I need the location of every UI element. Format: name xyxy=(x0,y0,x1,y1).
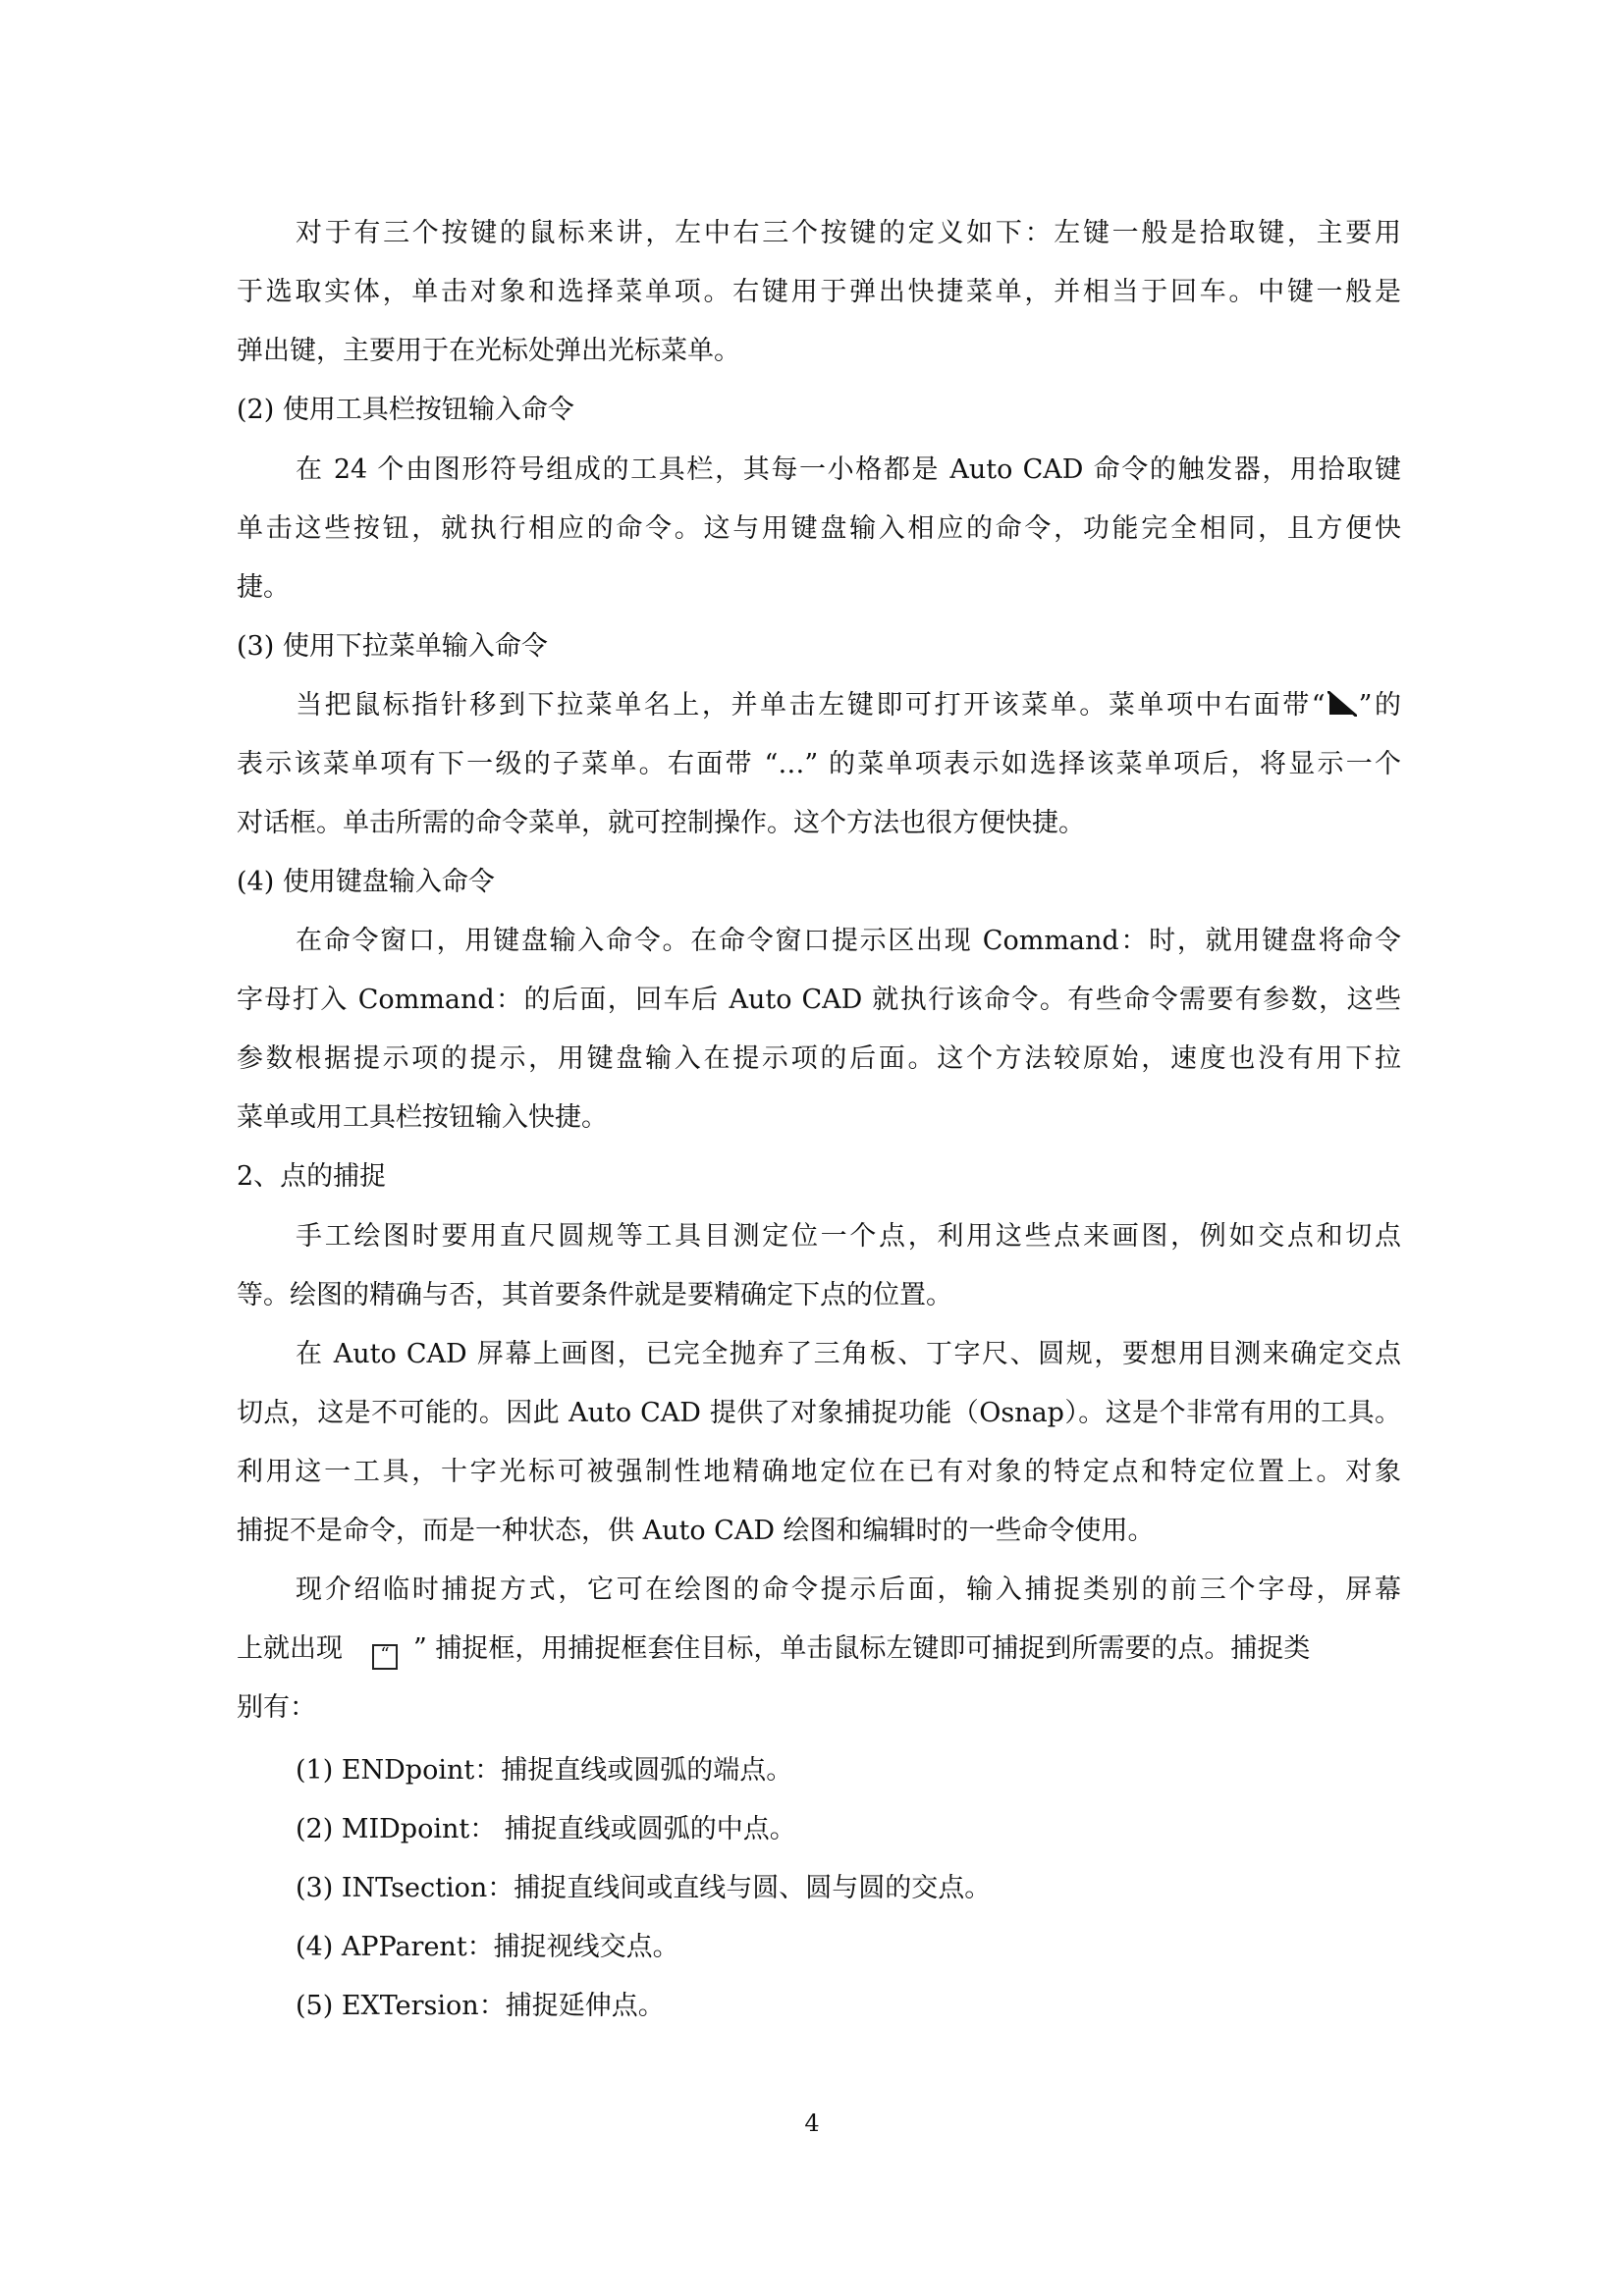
page-number: 4 xyxy=(804,2109,820,2137)
paragraph-6-line-1: 在 Auto CAD 屏幕上画图，已完全抛弃了三角板、丁字尺、圆规，要想用目测来确定交点 xyxy=(296,1339,1401,1369)
list-item: (2) MIDpoint： 捕捉直线或圆弧的中点。 xyxy=(296,1814,796,1844)
paragraph-6-line-4: 捕捉不是命令，而是一种状态，供 Auto CAD 绘图和编辑时的一些命令使用。 xyxy=(237,1516,1155,1546)
paragraph-4-line-3: 参数根据提示项的提示，用键盘输入在提示项的后面。这个方法较原始，速度也没有用下拉 xyxy=(237,1043,1401,1074)
list-item: (1) ENDpoint：捕捉直线或圆弧的端点。 xyxy=(296,1755,793,1786)
paragraph-4-line-1: 在命令窗口，用键盘输入命令。在命令窗口提示区出现 Command：时，就用键盘将命令 xyxy=(296,926,1401,956)
paragraph-1-line-3: 弹出键，主要用于在光标处弹出光标菜单。 xyxy=(237,336,740,366)
paragraph-7-line-2 xyxy=(237,1629,1624,1670)
paragraph-2-line-1: 在 24 个由图形符号组成的工具栏，其每一小格都是 Auto CAD 命令的触发器，用拾取键 xyxy=(296,454,1401,485)
paragraph-7-line-3: 别有： xyxy=(237,1692,316,1723)
heading-point-snap: 2、点的捕捉 xyxy=(237,1161,387,1192)
list-item: (3) INTsection：捕捉直线间或直线与圆、圆与圆的交点。 xyxy=(296,1873,992,1903)
paragraph-4-line-2: 字母打入 Command：的后面，回车后 Auto CAD 就执行该命令。有些命令需要有参数，这些 xyxy=(237,985,1402,1015)
paragraph-1-line-2: 于选取实体，单击对象和选择菜单项。右键用于弹出快捷菜单，并相当于回车。中键一般是 xyxy=(237,277,1401,307)
paragraph-6-line-2: 切点，这是不可能的。因此 Auto CAD 提供了对象捕捉功能（Osnap）。这是个非常有用的工具。 xyxy=(237,1398,1401,1428)
heading-toolbar-input: (2) 使用工具栏按钮输入命令 xyxy=(237,395,574,425)
paragraph-2-line-2: 单击这些按钮，就执行相应的命令。这与用键盘输入相应的命令，功能完全相同，且方便快 xyxy=(237,513,1401,544)
list-item: (5) EXTersion：捕捉延伸点。 xyxy=(296,1991,665,2021)
heading-keyboard-input: (4) 使用键盘输入命令 xyxy=(237,867,495,897)
paragraph-3-line-1-text-a: 当把鼠标指针移到下拉菜单名上，并单击左键即可打开该菜单。菜单项中右面带“ xyxy=(296,690,1326,721)
paragraph-3-line-3: 对话框。单击所需的命令菜单，就可控制操作。这个方法也很方便快捷。 xyxy=(237,808,1085,838)
paragraph-5-line-1: 手工绘图时要用直尺圆规等工具目测定位一个点，利用这些点来画图，例如交点和切点 xyxy=(296,1221,1401,1252)
paragraph-4-line-4: 菜单或用工具栏按钮输入快捷。 xyxy=(237,1102,608,1133)
paragraph-5-line-2: 等。绘图的精确与否，其首要条件就是要精确定下点的位置。 xyxy=(237,1280,952,1310)
paragraph-3-line-2: 表示该菜单项有下一级的子菜单。右面带 “…” 的菜单项表示如选择该菜单项后，将显示一个 xyxy=(237,749,1401,779)
paragraph-7-line-1: 现介绍临时捕捉方式，它可在绘图的命令提示后面，输入捕捉类别的前三个字母，屏幕 xyxy=(296,1575,1401,1605)
snap-box-icon: “ xyxy=(372,1644,398,1670)
heading-dropdown-input: (3) 使用下拉菜单输入命令 xyxy=(237,631,548,662)
submenu-arrow-icon xyxy=(1327,691,1357,717)
paragraph-3-line-1 xyxy=(296,686,1401,725)
list-item: (4) APParent：捕捉视线交点。 xyxy=(296,1932,679,1962)
paragraph-2-line-3: 捷。 xyxy=(237,572,290,603)
paragraph-3-line-1-text-b: ”的 xyxy=(1358,690,1401,721)
paragraph-6-line-3: 利用这一工具，十字光标可被强制性地精确地定位在已有对象的特定点和特定位置上。对象 xyxy=(237,1457,1401,1487)
paragraph-7-line-2-text-a: 上就出现 xyxy=(237,1633,343,1664)
paragraph-1-line-1: 对于有三个按键的鼠标来讲，左中右三个按键的定义如下：左键一般是拾取键，主要用 xyxy=(296,218,1401,248)
paragraph-7-line-2-text-b: ” 捕捉框，用捕捉框套住目标，单击鼠标左键即可捕捉到所需要的点。捕捉类 xyxy=(413,1633,1311,1664)
